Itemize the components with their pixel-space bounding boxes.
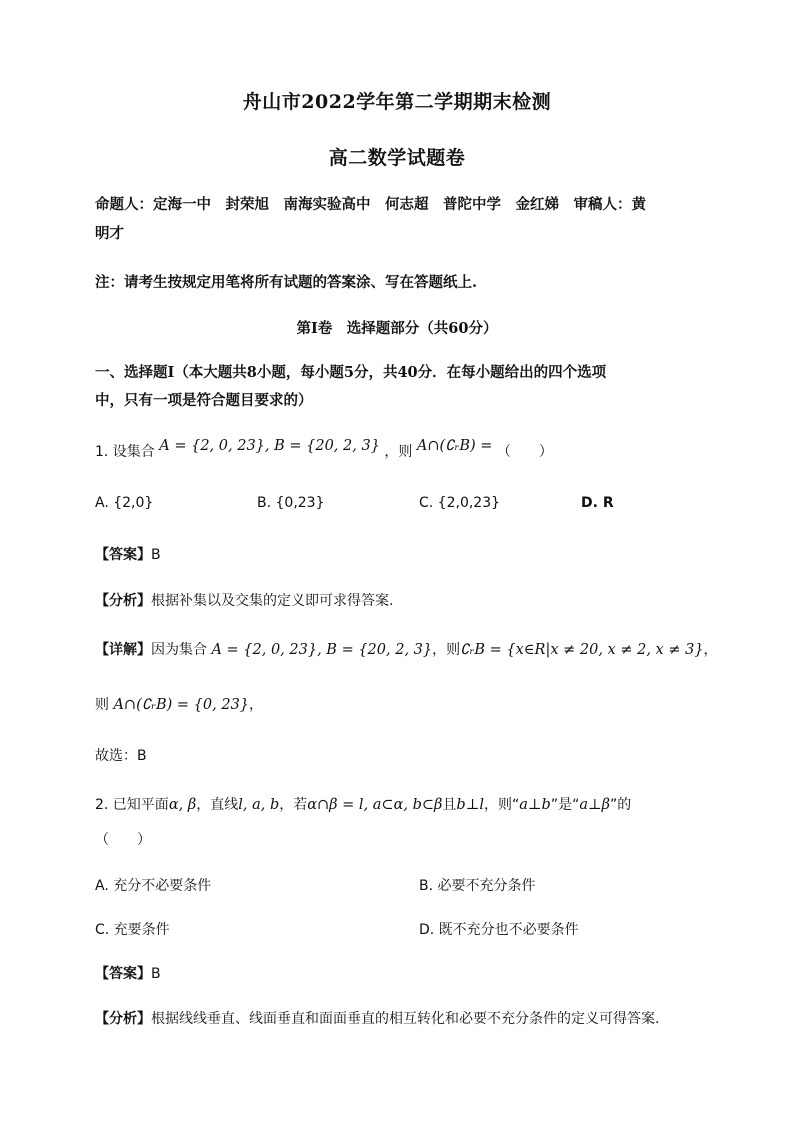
q2-answer-tag: 【答案】 <box>95 966 151 982</box>
exam-subtitle: 高二数学试题卷 <box>328 147 466 169</box>
section-heading-line-1: 一、选择题Ⅰ（本大题共8小题，每小题5分，共40分．在每小题给出的四个选项 <box>95 364 607 381</box>
q1-paren: （ ） <box>496 444 553 460</box>
q2-analysis-text: 根据线线垂直、线面垂直和面面垂直的相互转化和必要不充分条件的定义可得答案. <box>151 1011 660 1027</box>
q1-detail-end: ， <box>703 642 718 658</box>
exam-note: 注：请考生按规定用笔将所有试题的答案涂、写在答题纸上. <box>95 274 478 291</box>
q1-answer-value: B <box>151 547 161 563</box>
authors-line-1: 命题人：定海一中 封荣旭 南海实验高中 何志超 普陀中学 金红娣 审稿人：黄 <box>95 196 646 213</box>
q2-condition: α∩β = l, a⊂α, b⊂β <box>307 797 443 813</box>
q1-detail-complement: ∁ᵣB = {x∈R|x ≠ 20, x ≠ 2, x ≠ 3} <box>460 642 704 658</box>
q1-option-a: A. {2,0} <box>95 495 154 511</box>
q2-statement-1: a⊥b <box>519 797 551 813</box>
q1-detail2-prefix: 则 <box>95 697 109 713</box>
q2-text-f: ”是“ <box>550 797 580 813</box>
q2-text-c: ，若 <box>279 797 308 813</box>
q1-detail-then: ，则 <box>432 642 461 658</box>
q2-text-b: ，直线 <box>196 797 239 813</box>
q1-analysis-tag: 【分析】 <box>95 593 151 609</box>
q2-answer <box>95 963 161 983</box>
q1-prefix: 1. 设集合 <box>95 444 155 460</box>
q2-text-d: 且 <box>442 797 457 813</box>
q2-statement-2: a⊥β <box>579 797 610 813</box>
q1-detail-2 <box>95 694 263 714</box>
q2-option-a: A. 充分不必要条件 <box>95 878 212 894</box>
exam-title: 舟山市2022学年第二学期期末检测 <box>242 91 552 113</box>
q1-sets: A = {2, 0, 23}, B = {20, 2, 3} <box>159 438 380 454</box>
q1-choose: 故选：B <box>95 748 147 764</box>
q1-detail-tag: 【详解】 <box>95 642 151 658</box>
q2-analysis <box>95 1008 659 1028</box>
q1-option-c: C. {2,0,23} <box>419 495 501 511</box>
question-2 <box>95 794 631 814</box>
q1-option-b: B. {0,23} <box>257 495 325 511</box>
q1-detail2-end: ， <box>249 697 264 713</box>
q2-paren: （ ） <box>95 832 151 848</box>
q1-then: ，则 <box>384 444 413 460</box>
q2-perp: b⊥l <box>456 797 484 813</box>
q1-analysis-text: 根据补集以及交集的定义即可求得答案. <box>151 593 394 609</box>
q2-option-d: D. 既不充分也不必要条件 <box>419 922 579 938</box>
q1-detail <box>95 639 718 659</box>
q1-option-d: D. R <box>581 495 614 511</box>
part-heading: 第Ⅰ卷 选择题部分（共60分） <box>296 320 498 337</box>
q2-text-a: 2. 已知平面 <box>95 797 169 813</box>
q1-answer <box>95 544 161 564</box>
q1-answer-tag: 【答案】 <box>95 547 151 563</box>
q2-option-b: B. 必要不充分条件 <box>419 878 536 894</box>
q2-planes: α, β <box>168 797 197 813</box>
authors-line-2: 明才 <box>95 225 124 242</box>
q1-expr: A∩(∁ᵣB) = <box>416 438 493 454</box>
q2-option-c: C. 充要条件 <box>95 922 170 938</box>
q2-analysis-tag: 【分析】 <box>95 1011 151 1027</box>
section-heading-line-2: 中，只有一项是符合题目要求的） <box>95 392 313 409</box>
q2-text-e: ，则“ <box>483 797 520 813</box>
q1-detail-sets: A = {2, 0, 23}, B = {20, 2, 3} <box>211 642 433 658</box>
q2-text-g: ”的 <box>610 797 632 813</box>
q2-answer-value: B <box>151 966 161 982</box>
q1-detail2-expr: A∩(∁ᵣB) = {0, 23} <box>113 697 250 713</box>
q1-detail-text: 因为集合 <box>151 642 207 658</box>
q1-analysis <box>95 590 393 610</box>
question-1 <box>95 438 553 461</box>
q2-lines: l, a, b <box>238 797 280 813</box>
